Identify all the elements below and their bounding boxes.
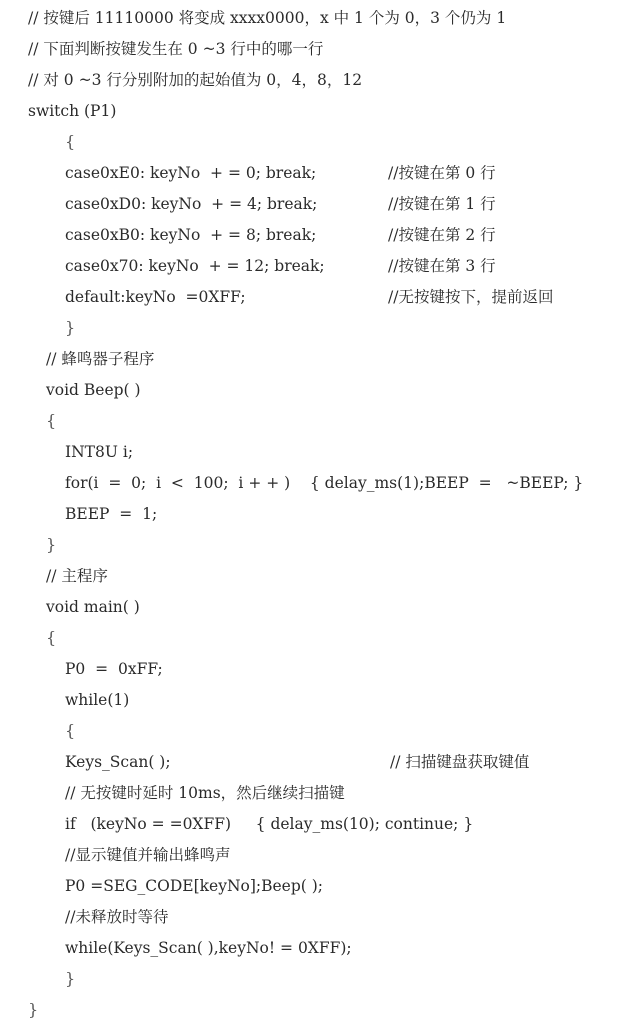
code-text: while(1): [65, 691, 130, 709]
code-text: }: [65, 318, 76, 337]
code-text: {: [65, 721, 76, 740]
code-text: // 按键后 11110000 将变成 xxxx0000，x 中 1 个为 0，3 个仍为 1: [28, 9, 507, 27]
code-text: case0xD0: keyNo + = 4; break;: [65, 195, 318, 213]
code-text: {: [46, 411, 57, 430]
code-text: for(i = 0; i < 100; i + + ) { delay_ms(1);BEEP = ~BEEP; }: [65, 474, 584, 492]
code-text: P0 =SEG_CODE[keyNo];Beep( );: [65, 877, 324, 895]
code-text: P0 = 0xFF;: [65, 660, 163, 678]
code-comment: //按键在第 3 行: [388, 257, 496, 275]
code-comment: //按键在第 1 行: [388, 195, 496, 213]
code-text: INT8U i;: [65, 443, 134, 461]
code-text: void Beep( ): [46, 381, 141, 399]
code-text: void main( ): [46, 598, 140, 616]
code-text: default:keyNo =0XFF;: [65, 288, 246, 306]
code-text: Keys_Scan( );: [65, 753, 171, 771]
code-text: //显示键值并输出蜂鸣声: [65, 846, 231, 864]
code-text: // 对 0 ~3 行分别附加的起始值为 0，4，8，12: [28, 71, 363, 89]
code-text: }: [46, 535, 57, 554]
code-text: case0x70: keyNo + = 12; break;: [65, 257, 325, 275]
code-text: switch (P1): [28, 102, 117, 120]
code-text: }: [65, 969, 76, 988]
code-text: {: [46, 628, 57, 647]
code-text: // 下面判断按键发生在 0 ~3 行中的哪一行: [28, 40, 324, 58]
code-comment: //按键在第 2 行: [388, 226, 496, 244]
code-text: // 无按键时延时 10ms，然后继续扫描键: [65, 784, 345, 802]
code-text: case0xE0: keyNo + = 0; break;: [65, 164, 317, 182]
code-text: case0xB0: keyNo + = 8; break;: [65, 226, 317, 244]
code-text: // 主程序: [46, 567, 108, 585]
code-text: if (keyNo = =0XFF) { delay_ms(10); continue; }: [65, 815, 474, 833]
code-text: // 蜂鸣器子程序: [46, 350, 155, 368]
code-text: while(Keys_Scan( ),keyNo! = 0XFF);: [65, 939, 352, 957]
code-comment: // 扫描键盘获取键值: [390, 753, 530, 771]
code-text: //未释放时等待: [65, 908, 169, 926]
code-text: {: [65, 132, 76, 151]
code-text: BEEP = 1;: [65, 505, 158, 523]
code-comment: //按键在第 0 行: [388, 164, 496, 182]
code-comment: //无按键按下，提前返回: [388, 288, 554, 306]
code-text: }: [28, 1000, 39, 1019]
